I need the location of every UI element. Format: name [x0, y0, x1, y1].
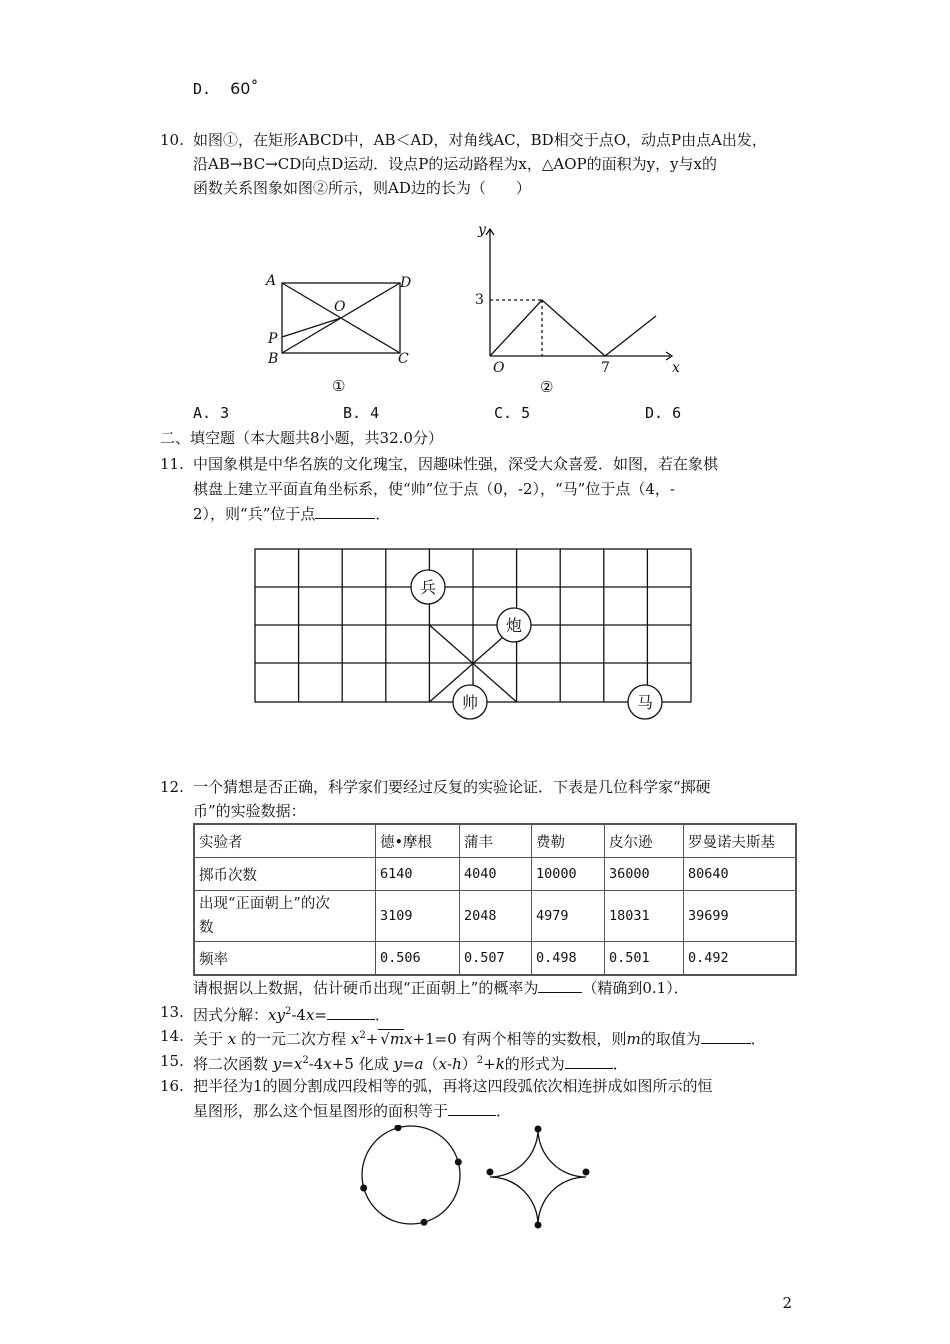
star-shape [490, 1129, 586, 1225]
sqrt-m: √m [380, 1030, 405, 1048]
table-cell: 0.506 [376, 942, 460, 976]
q12-line2: 币”的实验数据： [193, 802, 306, 820]
function-graph [460, 220, 690, 400]
table-cell: 0.498 [532, 942, 605, 976]
q15-text-b: 化成 [358, 1055, 389, 1073]
star-dot [487, 1169, 494, 1176]
q11-line3 [193, 503, 390, 525]
table-header: 实验者 [194, 824, 376, 858]
table-cell: 4979 [532, 891, 605, 942]
q14-line: 关于 x 的一元二次方程 $x^2+ √mx+1=0$ 有两个相等的实数根，则m的取值为 ． [193, 1030, 766, 1048]
q15-text-a: 将二次函数 [193, 1055, 269, 1073]
segment-po [282, 318, 341, 337]
q14-end: ． [750, 1030, 766, 1048]
q11-line1: 中国象棋是中华名族的文化瑰宝，因趣味性强，深受大众喜爱．如图，若在象棋 [193, 455, 719, 473]
label-b: B [268, 351, 279, 367]
q13-line: 因式分解：$xy^2-4x=$ ． [193, 1006, 391, 1024]
label-p: P [268, 331, 278, 347]
table-cell: 掷币次数 [194, 858, 376, 891]
q15-line: 将二次函数 $y=x^2-4x+5$ 化成 $y=a(x-h)^2+k$的形式为 ． [193, 1055, 628, 1073]
q13-answer-blank[interactable] [327, 1005, 375, 1020]
q10-number: 10. [160, 131, 184, 149]
piece-shuai: 帅 [461, 693, 479, 712]
q10-line1: 如图①，在矩形ABCD中，AB＜AD，对角线AC，BD相交于点O，动点P由点A出发， [193, 131, 767, 149]
q12-after-text: 请根据以上数据，估计硬币出现“正面朝上”的概率为 [193, 979, 539, 997]
q11-line2: 棋盘上建立平面直角坐标系，使“帅”位于点（0，-2），“马”位于点（4，- [193, 480, 675, 498]
table-cell: 18031 [605, 891, 684, 942]
graph-line [490, 300, 656, 356]
q12-after-end: （精确到0.1）． [582, 979, 689, 997]
q16-line2 [193, 1100, 511, 1122]
q12-answer-blank[interactable] [538, 978, 582, 993]
table-cell: 0.501 [605, 942, 684, 976]
q11-number: 11. [160, 455, 184, 473]
row2-label-a: 出现“正面朝上”的次 [199, 896, 330, 912]
q14-number: 14. [160, 1027, 184, 1045]
q13-text: 因式分解： [193, 1006, 269, 1024]
q15-text-c: 的形式为 [504, 1055, 565, 1073]
q10-line2: 沿AB→BC→CD向点D运动．设点P的运动路程为x，△AOP的面积为y，y与x的 [193, 155, 718, 173]
coin-toss-table [193, 823, 797, 976]
q11-line3-text: 2），则“兵”位于点 [193, 505, 316, 523]
figure2-caption: ② [540, 378, 554, 396]
figure1-caption: ① [332, 377, 346, 395]
q12-after [193, 977, 689, 999]
circle-dot [421, 1219, 428, 1226]
table-cell: 10000 [532, 858, 605, 891]
q16-number: 16. [160, 1077, 184, 1095]
piece-ma: 马 [636, 693, 654, 712]
q12-number: 12. [160, 778, 184, 796]
chess-board [250, 545, 700, 725]
table-header: 蒲丰 [460, 824, 532, 858]
label-d: D [400, 275, 412, 291]
table-cell: 2048 [460, 891, 532, 942]
q15-end: ． [612, 1055, 628, 1073]
q10-option-b: B. 4 [343, 404, 380, 422]
q15-answer-blank[interactable] [565, 1054, 613, 1069]
tick-3: 3 [475, 292, 484, 308]
option-letter: D. [193, 80, 212, 98]
star-dot [535, 1126, 542, 1133]
q16-line1: 把半径为1的圆分割成四段相等的弧，再将这四段弧依次相连拼成如图所示的恒 [193, 1077, 713, 1095]
q11-answer-blank[interactable] [315, 504, 375, 519]
table-cell [194, 891, 376, 942]
circle-star-figure [355, 1125, 605, 1235]
rectangle-figure [260, 265, 420, 400]
q16-end: ． [496, 1102, 512, 1120]
table-header: 罗曼诺夫斯基 [684, 824, 797, 858]
x-label: x [672, 360, 680, 376]
q12-line1: 一个猜想是否正确，科学家们要经过反复的实验论证．下表是几位科学家“掷硬 [193, 778, 711, 796]
circle [362, 1126, 460, 1224]
star-dot [583, 1169, 590, 1176]
option-d-top [193, 78, 258, 100]
q14-text-d: 的取值为 [640, 1030, 701, 1048]
table-header: 费勒 [532, 824, 605, 858]
q11-line3-end: ． [375, 505, 391, 523]
table-row [194, 858, 796, 891]
q14-text-c: 有两个相等的实数根，则 [461, 1030, 627, 1048]
y-label: y [478, 222, 486, 238]
circle-dot [395, 1125, 402, 1131]
table-cell: 80640 [684, 858, 797, 891]
table-row [194, 942, 796, 976]
piece-bing: 兵 [419, 578, 437, 597]
table-cell: 0.492 [684, 942, 797, 976]
table-cell: 4040 [460, 858, 532, 891]
q14-text-b: 的一元二次方程 [241, 1030, 347, 1048]
table-cell: 36000 [605, 858, 684, 891]
label-a: A [266, 273, 277, 289]
q16-line2-text: 星图形，那么这个恒星图形的面积等于 [193, 1102, 449, 1120]
section-heading: 二、填空题（本大题共8小题，共32.0分） [160, 429, 443, 447]
label-o: O [334, 299, 346, 315]
table-cell: 6140 [376, 858, 460, 891]
table-cell: 39699 [684, 891, 797, 942]
table-header-row [194, 824, 796, 858]
table-cell: 频率 [194, 942, 376, 976]
page-number: 2 [782, 1294, 792, 1312]
row2-label-b: 数 [199, 920, 214, 936]
q10-option-c: C. 5 [494, 404, 531, 422]
q15-number: 15. [160, 1052, 184, 1070]
q10-option-d: D. 6 [645, 404, 682, 422]
option-value: 60˚ [230, 79, 259, 98]
table-row [194, 891, 796, 942]
q10-line3: 函数关系图象如图②所示，则AD边的长为（ ） [193, 179, 531, 197]
tick-7: 7 [601, 360, 610, 376]
table-header: 皮尔逊 [605, 824, 684, 858]
q13-end: ． [375, 1006, 391, 1024]
circle-dot [360, 1185, 367, 1192]
label-c: C [398, 351, 409, 367]
q13-number: 13. [160, 1003, 184, 1021]
piece-pao: 炮 [505, 616, 523, 635]
q14-answer-blank[interactable] [701, 1029, 751, 1044]
table-header: 德•摩根 [376, 824, 460, 858]
table-cell: 3109 [376, 891, 460, 942]
q14-text-a: 关于 [193, 1030, 224, 1048]
q16-answer-blank[interactable] [448, 1101, 496, 1116]
q10-option-a: A. 3 [193, 404, 230, 422]
table-cell: 0.507 [460, 942, 532, 976]
circle-dot [455, 1159, 462, 1166]
origin-label: O [493, 360, 505, 376]
star-dot [535, 1222, 542, 1229]
